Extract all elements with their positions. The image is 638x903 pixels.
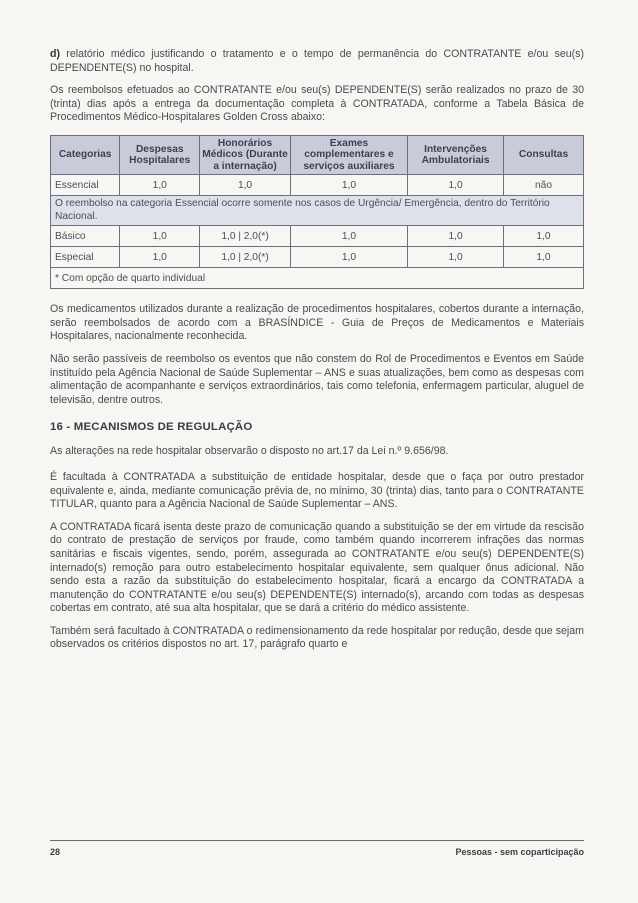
cell-value: 1,0 <box>120 175 200 196</box>
medicamentos-paragraph: Os medicamentos utilizados durante a realização de procedimentos hospitalares, cobertos durante a internação, serão reembolsados de acordo com a BRASÍNDICE - Guia de Preços de Medicamentos e Materiais Hospitalares, nacionalmente reconhecida. <box>50 303 584 343</box>
item-d <box>50 48 584 75</box>
cell-category: Especial <box>51 247 120 268</box>
item-d-label: d) <box>50 48 60 60</box>
cell-value: 1,0 <box>504 247 584 268</box>
header-categorias: Categorias <box>51 135 120 174</box>
cell-value: 1,0 <box>120 247 200 268</box>
reimbursement-paragraph: Os reembolsos efetuados ao CONTRATANTE e/ou seu(s) DEPENDENTE(S) serão realizados no prazo de 30 (trinta) dias após a entrega da documentação completa à CONTRATADA, conforme a Tabela Básica de Procedimentos Médico-Hospitalares Golden Cross abaixo: <box>50 84 584 124</box>
cell-value: 1,0 | 2,0(*) <box>200 247 291 268</box>
cell-value: 1,0 <box>408 247 504 268</box>
header-exames-complementares: Exames complementares e serviços auxiliares <box>290 135 407 174</box>
plan-name: Pessoas - sem coparticipação <box>455 847 584 857</box>
cell-category: Básico <box>51 226 120 247</box>
nao-reembolso-paragraph: Não serão passíveis de reembolso os eventos que não constem do Rol de Procedimentos e Eventos em Saúde instituído pela Agência Nacional de Saúde Suplementar – ANS e suas atualizações, bem como as despesas com alimentação de acompanhante e serviços extraordinários, tais como telefonia, enfermagem particular, aluguel de televisão, dentre outros. <box>50 352 584 406</box>
cell-value: 1,0 | 2,0(*) <box>200 226 291 247</box>
section-paragraph: As alterações na rede hospitalar observarão o disposto no art.17 da Lei n.º 9.656/98. <box>50 445 449 458</box>
cell-value: 1,0 <box>200 175 291 196</box>
cell-value: 1,0 <box>290 247 407 268</box>
table-row <box>51 226 584 247</box>
section-paragraph: A CONTRATADA ficará isenta deste prazo de comunicação quando a substituição se der em virtude da rescisão do contrato de prestação de serviços por fraude, como também quando incorrerem infrações das normas sanitárias e fiscais vigentes, sendo, porém, assegurada ao CONTRATANTE e/ou seu(s) DEPENDENTE(S) internado(s) remoção para outro estabelecimento hospitalar equivalente, sem qualquer ônus adicional. Não sendo esta a razão da substituição do estabelecimento hospitalar, ficará a encargo da CONTRATADA a manutenção do CONTRATANTE e/ou seu(s) DEPENDENTE(S) internado(s), arcando com todas as despesas cobertas em contrato, até sua alta hospitalar, que se dará a critério do médico assistente. <box>50 520 584 615</box>
table-row <box>51 247 584 268</box>
section-paragraph: É facultada à CONTRATADA a substituição de entidade hospitalar, desde que o faça por outro prestador equivalente e, ainda, mediante comunicação prévia de, no mínimo, 30 (trinta) dias, tanto para o CONTRATANTE TITULAR, quanto para a Agência Nacional de Saúde Suplementar – ANS. <box>50 470 584 511</box>
table-note-row <box>51 196 584 226</box>
header-despesas-hospitalares: Despesas Hospitalares <box>120 135 200 174</box>
table-header-row <box>51 135 584 174</box>
header-honorarios-medicos: Honorários Médicos (Durante a internação) <box>200 135 291 174</box>
cell-value: não <box>504 175 584 196</box>
header-intervencoes-ambulatoriais: Intervenções Ambulatoriais <box>408 135 504 174</box>
page-footer <box>50 840 584 857</box>
cell-value: 1,0 <box>290 226 407 247</box>
table-footnote-row <box>51 268 584 289</box>
cell-value: 1,0 <box>120 226 200 247</box>
cell-value: 1,0 <box>408 175 504 196</box>
cell-value: 1,0 <box>408 226 504 247</box>
section-paragraph: Também será facultado à CONTRATADA o redimensionamento da rede hospitalar por redução, desde que sejam observados os critérios dispostos no art. 17, parágrafo quarto e <box>50 624 584 651</box>
cell-value: 1,0 <box>290 175 407 196</box>
table-footnote: * Com opção de quarto individual <box>51 268 584 289</box>
cell-category: Essencial <box>51 175 120 196</box>
table-row <box>51 175 584 196</box>
item-d-text: relatório médico justificando o tratamento e o tempo de permanência do CONTRATANTE e/ou seu(s) DEPENDENTE(S) no hospital. <box>50 48 584 74</box>
section-title: 16 - MECANISMOS DE REGULAÇÃO <box>50 421 253 434</box>
reimbursement-table <box>50 135 584 289</box>
cell-value: 1,0 <box>504 226 584 247</box>
essencial-note: O reembolso na categoria Essencial ocorre somente nos casos de Urgência/ Emergência, dentro do Território Nacional. <box>51 196 584 226</box>
page-number: 28 <box>50 847 61 857</box>
header-consultas: Consultas <box>504 135 584 174</box>
